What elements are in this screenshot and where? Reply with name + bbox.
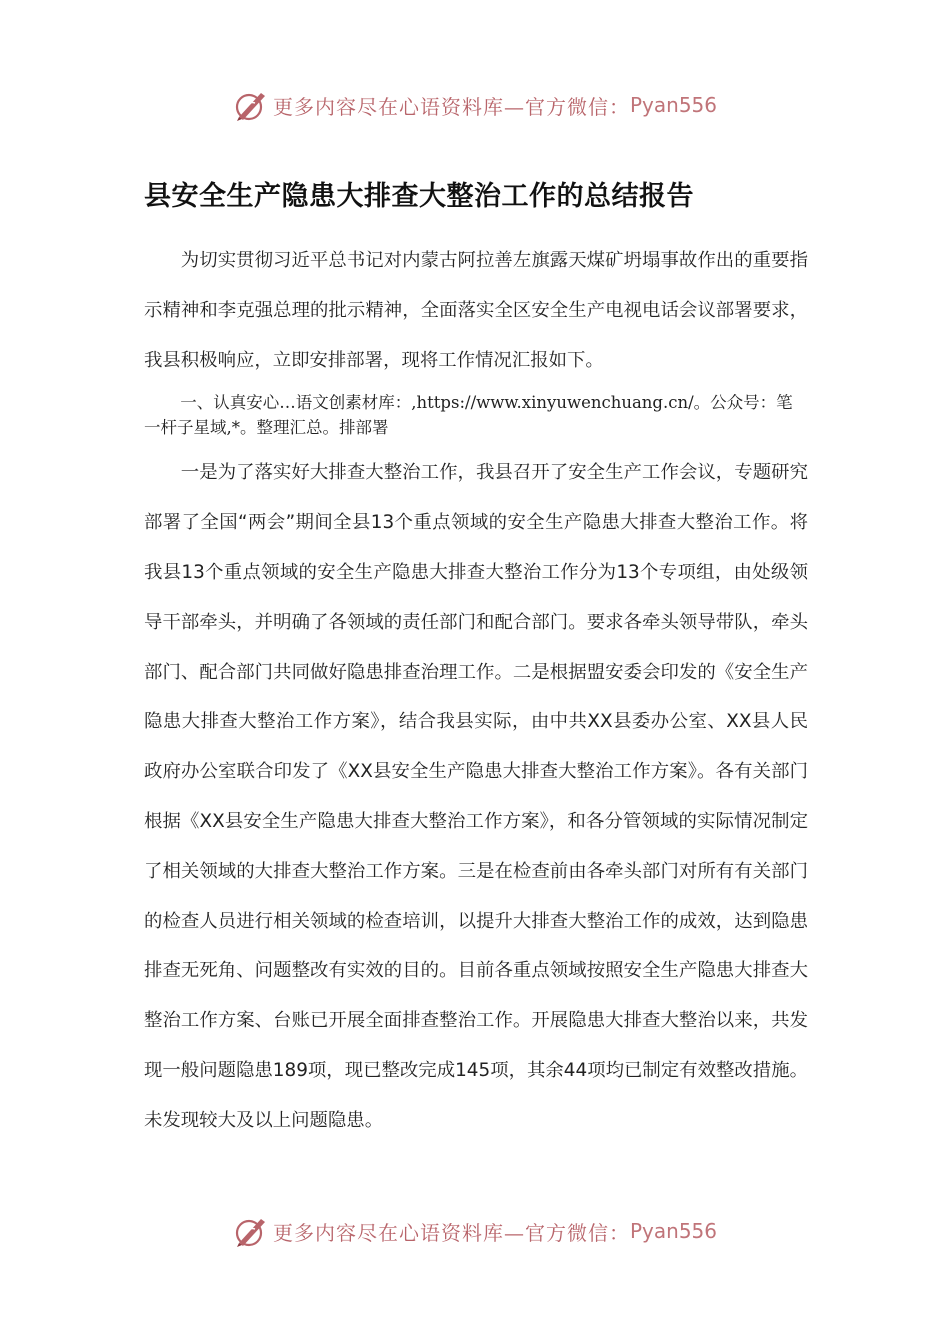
document-title: 县安全生产隐患大排查大整治工作的总结报告 <box>144 181 694 212</box>
pen-logo-icon <box>233 87 269 123</box>
intro-paragraph: 为切实贯彻习近平总书记对内蒙古阿拉善左旗露天煤矿坍塌事故作出的重要指示精神和李克强总理的批示精神，全面落实全区安全生产电视电话会议部署要求，我县积极响应，立即安排部署，现将工作情况汇报如下。 <box>144 250 808 371</box>
header-banner <box>0 82 950 128</box>
footer-banner <box>0 1208 950 1254</box>
body-paragraph: 一是为了落实好大排查大整治工作，我县召开了安全生产工作会议，专题研究部署了全国“两会”期间全县13个重点领域的安全生产隐患大排查大整治工作。将我县13个重点领域的安全生产隐患大排查大整治工作分为13个专项组，由处级领导干部牵头，并明确了各领域的责任部门和配合部门。要求各牵头领导带队，牵头部门、配合部门共同做好隐患排查治理工作。二是根据盟安委会印发的《安全生产隐患大排查大整治工作方案》，结合我县实际，由中共XX县委办公室、XX县人民政府办公室联合印发了《XX县安全生产隐患大排查大整治工作方案》。各有关部门根据《XX县安全生产隐患大排查大整治工作方案》，和各分管领域的实际情况制定了相关领域的大排查大整治工作方案。三是在检查前由各牵头部门对所有有关部门的检查人员进行相关领域的检查培训，以提升大排查大整治工作的成效，达到隐患排查无死角、问题整改有实效的目的。目前各重点领域按照安全生产隐患大排查大整治工作方案、台账已开展全面排查整治工作。开展隐患大排查大整治以来，共发现一般问题隐患189项，现已整改完成145项，其余44项均已制定有效整改措施。未发现较大及以上问题隐患。 <box>144 462 808 1131</box>
section-heading: 一、认真安心…语文创素材库：,https://www.xinyuwenchuang.cn/。公众号：笔一杆子星域,*。整理汇总。排部署 <box>144 393 793 438</box>
document-body <box>144 236 808 1146</box>
wechat-id: Pyan556 <box>629 93 717 117</box>
banner-text: 更多内容尽在心语资料库—官方微信： <box>272 94 630 119</box>
wechat-id: Pyan556 <box>629 1219 717 1243</box>
pen-logo-icon <box>233 1213 269 1249</box>
banner-text: 更多内容尽在心语资料库—官方微信： <box>272 1220 630 1245</box>
